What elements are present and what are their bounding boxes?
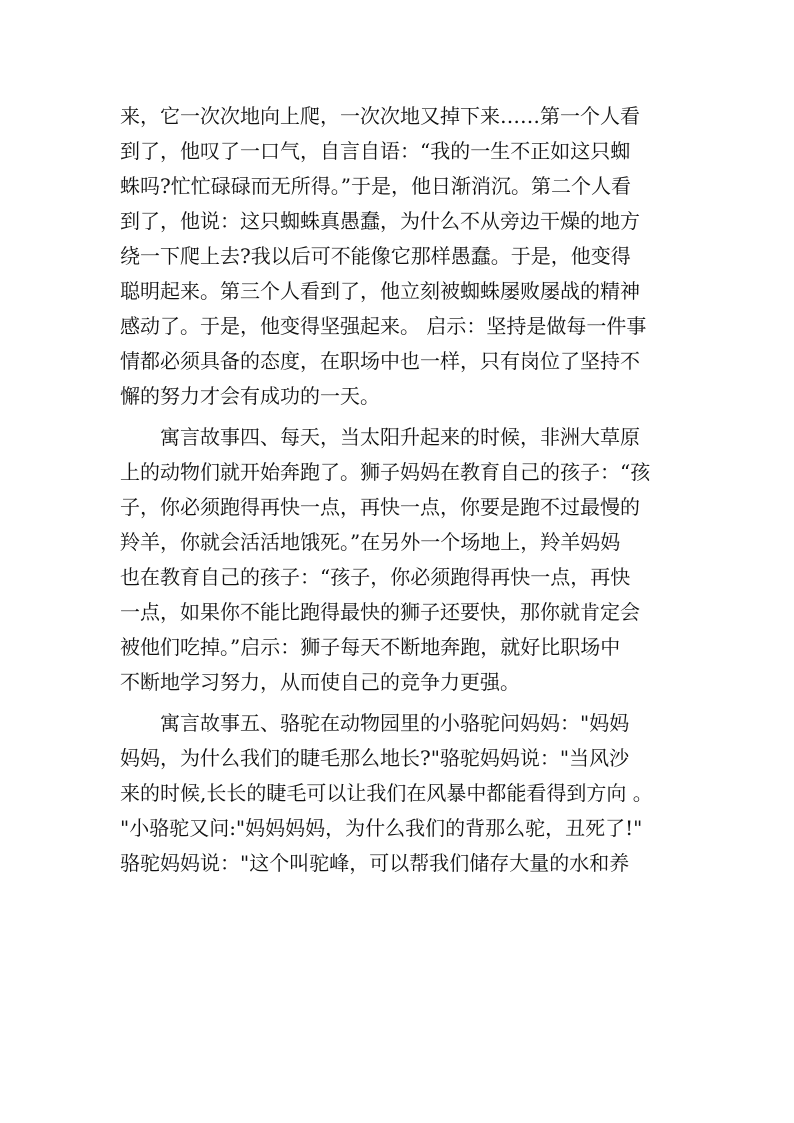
text-line: 感动了。于是，他变得坚强起来。 启示：坚持是做每一件事 <box>120 314 647 338</box>
text-line: 寓言故事五、骆驼在动物园里的小骆驼问妈妈："妈妈 <box>120 711 630 735</box>
text-line: 子，你必须跑得再快一点，再快一点，你要是跑不过最慢的 <box>120 495 640 519</box>
text-line: 上的动物们就开始奔跑了。狮子妈妈在教育自己的孩子：“孩 <box>120 460 651 484</box>
text-line: 不断地学习努力，从而使自己的竞争力更强。 <box>120 670 520 694</box>
text-line: 骆驼妈妈说："这个叫驼峰，可以帮我们储存大量的水和养 <box>120 851 630 875</box>
text-line: 懈的努力才会有成功的一天。 <box>120 384 380 408</box>
text-line: 来，它一次次地向上爬，一次次地又掉下来……第一个人看 <box>120 104 640 128</box>
text-line: 妈妈，为什么我们的睫毛那么地长?"骆驼妈妈说："当风沙 <box>120 746 630 770</box>
text-line: "小骆驼又问:"妈妈妈妈，为什么我们的背那么驼，丑死了!" <box>120 816 643 840</box>
text-line: 情都必须具备的态度，在职场中也一样，只有岗位了坚持不 <box>120 349 640 373</box>
text-line: 聪明起来。第三个人看到了，他立刻被蜘蛛屡败屡战的精神 <box>120 279 640 303</box>
text-line: 寓言故事四、每天，当太阳升起来的时候，非洲大草原 <box>120 425 640 449</box>
text-line: 绕一下爬上去?我以后可不能像它那样愚蠢。于是，他变得 <box>120 244 631 268</box>
paragraph-story-five <box>120 706 680 881</box>
paragraph-story-three-ending <box>120 99 680 414</box>
text-line: 到了，他说：这只蜘蛛真愚蠢，为什么不从旁边干燥的地方 <box>120 209 640 233</box>
document-body <box>120 99 680 881</box>
text-line: 羚羊，你就会活活地饿死。”在另外一个场地上，羚羊妈妈 <box>120 530 621 554</box>
text-line: 到了，他叹了一口气，自言自语：“我的一生不正如这只蜘 <box>120 139 631 163</box>
text-line: 被他们吃掉。”启示：狮子每天不断地奔跑，就好比职场中 <box>120 635 621 659</box>
text-line: 蛛吗?忙忙碌碌而无所得。”于是，他日渐消沉。第二个人看 <box>120 174 631 198</box>
text-line: 来的时候,长长的睫毛可以让我们在风暴中都能看得到方向 。 <box>120 781 653 805</box>
text-line: 也在教育自己的孩子：“孩子，你必须跑得再快一点，再快 <box>120 565 631 589</box>
text-line: 一点，如果你不能比跑得最快的狮子还要快，那你就肯定会 <box>120 600 640 624</box>
paragraph-story-four <box>120 420 680 700</box>
